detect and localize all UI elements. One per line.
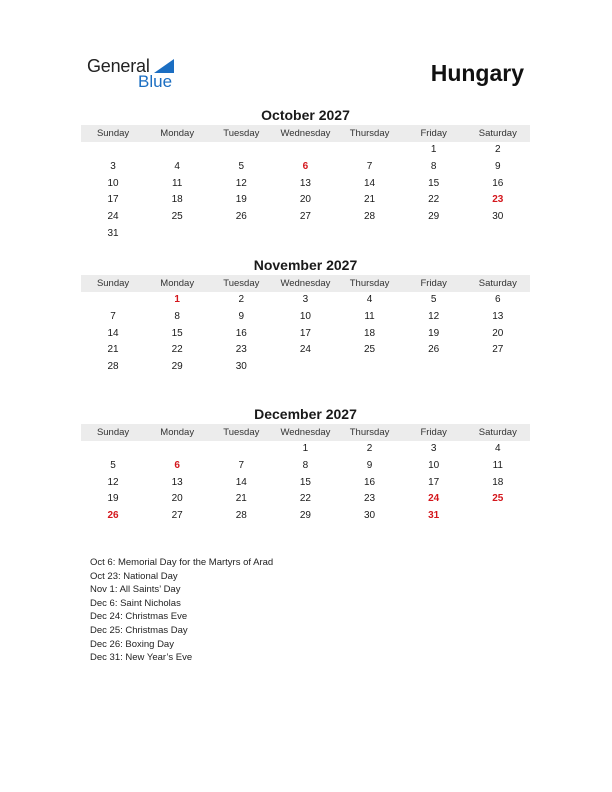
day-cell: 30 xyxy=(364,510,376,522)
holiday-note: Dec 31: New Year’s Eve xyxy=(90,652,193,664)
weekday-header-row xyxy=(81,125,530,142)
day-cell: 17 xyxy=(428,476,440,488)
day-cell: 14 xyxy=(235,476,247,488)
month-title: December 2027 xyxy=(254,406,357,422)
day-cell: 28 xyxy=(235,510,247,522)
day-cell xyxy=(466,508,530,525)
day-cell-holiday: 6 xyxy=(174,459,180,471)
day-cell: 12 xyxy=(107,476,119,488)
month-december xyxy=(81,404,530,525)
weekday-label: Monday xyxy=(160,278,195,289)
day-cell: 9 xyxy=(366,459,373,471)
weekday-label: Saturday xyxy=(478,278,517,289)
day-cell: 11 xyxy=(364,310,375,322)
week-row xyxy=(81,309,530,326)
weekday-label: Sunday xyxy=(96,278,130,289)
day-cell: 25 xyxy=(171,211,183,223)
day-cell xyxy=(466,359,530,376)
day-cell: 11 xyxy=(171,177,183,189)
day-cell: 2 xyxy=(238,294,245,305)
day-cell: 10 xyxy=(299,310,311,322)
day-cell: 8 xyxy=(302,459,309,471)
day-cell: 20 xyxy=(492,327,504,339)
day-cell: 27 xyxy=(299,211,311,223)
day-cell: 29 xyxy=(171,361,183,373)
logo-text-general: General xyxy=(87,56,150,76)
day-cell: 7 xyxy=(110,310,116,322)
day-cell xyxy=(402,359,466,376)
weekday-label: Saturday xyxy=(478,128,517,139)
day-cell xyxy=(402,226,466,243)
day-cell: 27 xyxy=(492,344,504,356)
day-cell xyxy=(338,226,402,243)
day-cell xyxy=(145,441,209,458)
weekday-label: Tuesday xyxy=(223,278,260,289)
weekday-label: Wednesday xyxy=(280,427,331,438)
month-november xyxy=(81,255,530,376)
week-row xyxy=(81,326,530,343)
day-cell: 21 xyxy=(364,194,376,206)
day-cell: 21 xyxy=(107,344,119,356)
day-cell: 18 xyxy=(171,194,183,206)
day-cell: 11 xyxy=(492,459,503,471)
day-cell: 7 xyxy=(366,160,373,172)
holiday-note: Dec 6: Saint Nicholas xyxy=(90,597,181,609)
day-cell: 4 xyxy=(495,443,501,454)
day-cell xyxy=(81,292,145,309)
weekday-label: Thursday xyxy=(349,278,390,289)
day-cell: 14 xyxy=(364,177,376,189)
day-cell-holiday: 6 xyxy=(302,160,309,172)
day-cell: 3 xyxy=(302,294,309,305)
day-cell: 16 xyxy=(364,476,376,488)
week-row xyxy=(81,441,530,458)
day-cell: 9 xyxy=(238,310,245,322)
day-cell: 4 xyxy=(366,294,373,305)
day-cell: 27 xyxy=(171,510,183,522)
day-cell: 3 xyxy=(430,443,437,454)
day-cell: 24 xyxy=(107,211,119,223)
day-cell: 16 xyxy=(235,327,247,339)
week-row xyxy=(81,226,530,243)
day-cell xyxy=(209,142,273,159)
day-cell: 17 xyxy=(299,327,311,339)
day-cell: 15 xyxy=(299,476,311,488)
day-cell: 21 xyxy=(235,493,247,505)
day-cell: 28 xyxy=(107,361,119,373)
holiday-note: Dec 25: Christmas Day xyxy=(90,624,188,636)
holiday-note: Oct 23: National Day xyxy=(90,570,178,582)
country-title: Hungary xyxy=(430,60,524,86)
day-cell: 14 xyxy=(107,327,119,339)
weekday-label: Friday xyxy=(420,278,447,289)
day-cell-holiday: 1 xyxy=(174,294,180,305)
day-cell: 5 xyxy=(430,294,437,305)
day-cell: 29 xyxy=(299,510,311,522)
day-cell: 1 xyxy=(430,144,437,155)
week-row xyxy=(81,176,530,193)
weekday-label: Sunday xyxy=(96,427,130,438)
week-row xyxy=(81,159,530,176)
weekday-label: Thursday xyxy=(349,128,390,139)
day-cell: 6 xyxy=(495,294,501,305)
week-row xyxy=(81,209,530,226)
brand-logo xyxy=(87,56,187,92)
day-cell: 31 xyxy=(107,227,119,239)
day-cell: 10 xyxy=(107,177,119,189)
day-cell: 29 xyxy=(428,211,440,223)
weekday-label: Monday xyxy=(160,128,195,139)
holiday-list xyxy=(90,556,450,665)
day-cell xyxy=(81,441,145,458)
day-cell: 13 xyxy=(299,177,311,189)
day-cell xyxy=(466,226,530,243)
day-cell: 24 xyxy=(299,344,311,356)
logo-text-blue: Blue xyxy=(138,72,173,91)
day-cell: 12 xyxy=(428,310,440,322)
day-cell xyxy=(273,359,337,376)
day-cell: 2 xyxy=(366,443,373,454)
day-cell: 2 xyxy=(495,144,501,155)
day-cell: 3 xyxy=(110,160,116,172)
holiday-note: Dec 24: Christmas Eve xyxy=(90,611,188,623)
week-row xyxy=(81,342,530,359)
weekday-label: Friday xyxy=(420,128,447,139)
day-cell: 5 xyxy=(110,459,116,471)
weekday-label: Thursday xyxy=(349,427,390,438)
day-cell: 22 xyxy=(171,344,183,356)
weekday-label: Saturday xyxy=(478,427,517,438)
day-cell xyxy=(145,226,209,243)
week-row xyxy=(81,458,530,475)
day-cell xyxy=(209,226,273,243)
day-cell: 17 xyxy=(107,194,119,206)
holiday-note: Dec 26: Boxing Day xyxy=(90,638,174,650)
week-row xyxy=(81,192,530,209)
day-cell xyxy=(209,441,273,458)
weekday-header-row xyxy=(81,424,530,441)
day-cell: 16 xyxy=(492,177,504,189)
day-cell: 8 xyxy=(174,310,180,322)
weekday-label: Tuesday xyxy=(223,427,260,438)
day-cell: 13 xyxy=(492,310,504,322)
month-title: October 2027 xyxy=(261,107,350,123)
week-row xyxy=(81,292,530,309)
day-cell: 18 xyxy=(492,476,504,488)
day-cell: 23 xyxy=(235,344,247,356)
day-cell-holiday: 24 xyxy=(428,493,440,505)
weekday-label: Wednesday xyxy=(280,128,331,139)
day-cell: 28 xyxy=(364,211,376,223)
day-cell: 30 xyxy=(492,211,504,223)
day-cell: 26 xyxy=(235,211,247,223)
day-cell xyxy=(273,142,337,159)
month-october xyxy=(81,105,530,243)
day-cell: 15 xyxy=(428,177,440,189)
day-cell: 30 xyxy=(235,361,247,373)
day-cell: 22 xyxy=(428,194,440,206)
day-cell-holiday: 23 xyxy=(492,194,504,206)
day-cell: 12 xyxy=(235,177,247,189)
day-cell: 1 xyxy=(302,443,309,454)
day-cell: 10 xyxy=(428,459,440,471)
day-cell xyxy=(338,142,402,159)
day-cell: 22 xyxy=(299,493,311,505)
day-cell xyxy=(81,142,145,159)
day-cell: 7 xyxy=(238,459,245,471)
weekday-header-row xyxy=(81,275,530,292)
weekday-label: Sunday xyxy=(96,128,130,139)
day-cell: 8 xyxy=(430,160,437,172)
day-cell: 5 xyxy=(238,160,245,172)
day-cell: 18 xyxy=(364,327,376,339)
day-cell: 9 xyxy=(495,160,501,172)
day-cell xyxy=(338,359,402,376)
week-row xyxy=(81,475,530,492)
day-cell: 19 xyxy=(235,194,247,206)
day-cell: 26 xyxy=(428,344,440,356)
week-row xyxy=(81,491,530,508)
day-cell: 20 xyxy=(171,493,183,505)
weekday-label: Wednesday xyxy=(280,278,331,289)
week-row xyxy=(81,508,530,525)
day-cell: 15 xyxy=(171,327,183,339)
day-cell-holiday: 26 xyxy=(107,510,119,522)
day-cell-holiday: 31 xyxy=(428,510,440,522)
weekday-label: Monday xyxy=(160,427,195,438)
day-cell: 19 xyxy=(107,493,119,505)
weekday-label: Friday xyxy=(420,427,447,438)
day-cell: 23 xyxy=(364,493,376,505)
week-row xyxy=(81,359,530,376)
day-cell xyxy=(273,226,337,243)
day-cell-holiday: 25 xyxy=(492,493,504,505)
day-cell: 19 xyxy=(428,327,440,339)
logo-triangle-icon xyxy=(154,59,174,73)
day-cell: 20 xyxy=(299,194,311,206)
day-cell: 4 xyxy=(174,160,180,172)
day-cell: 25 xyxy=(364,344,376,356)
week-row xyxy=(81,142,530,159)
day-cell: 13 xyxy=(171,476,183,488)
holiday-note: Oct 6: Memorial Day for the Martyrs of Arad xyxy=(90,557,274,568)
month-title: November 2027 xyxy=(253,257,358,273)
weekday-label: Tuesday xyxy=(223,128,260,139)
holiday-note: Nov 1: All Saints’ Day xyxy=(90,584,181,596)
day-cell xyxy=(145,142,209,159)
